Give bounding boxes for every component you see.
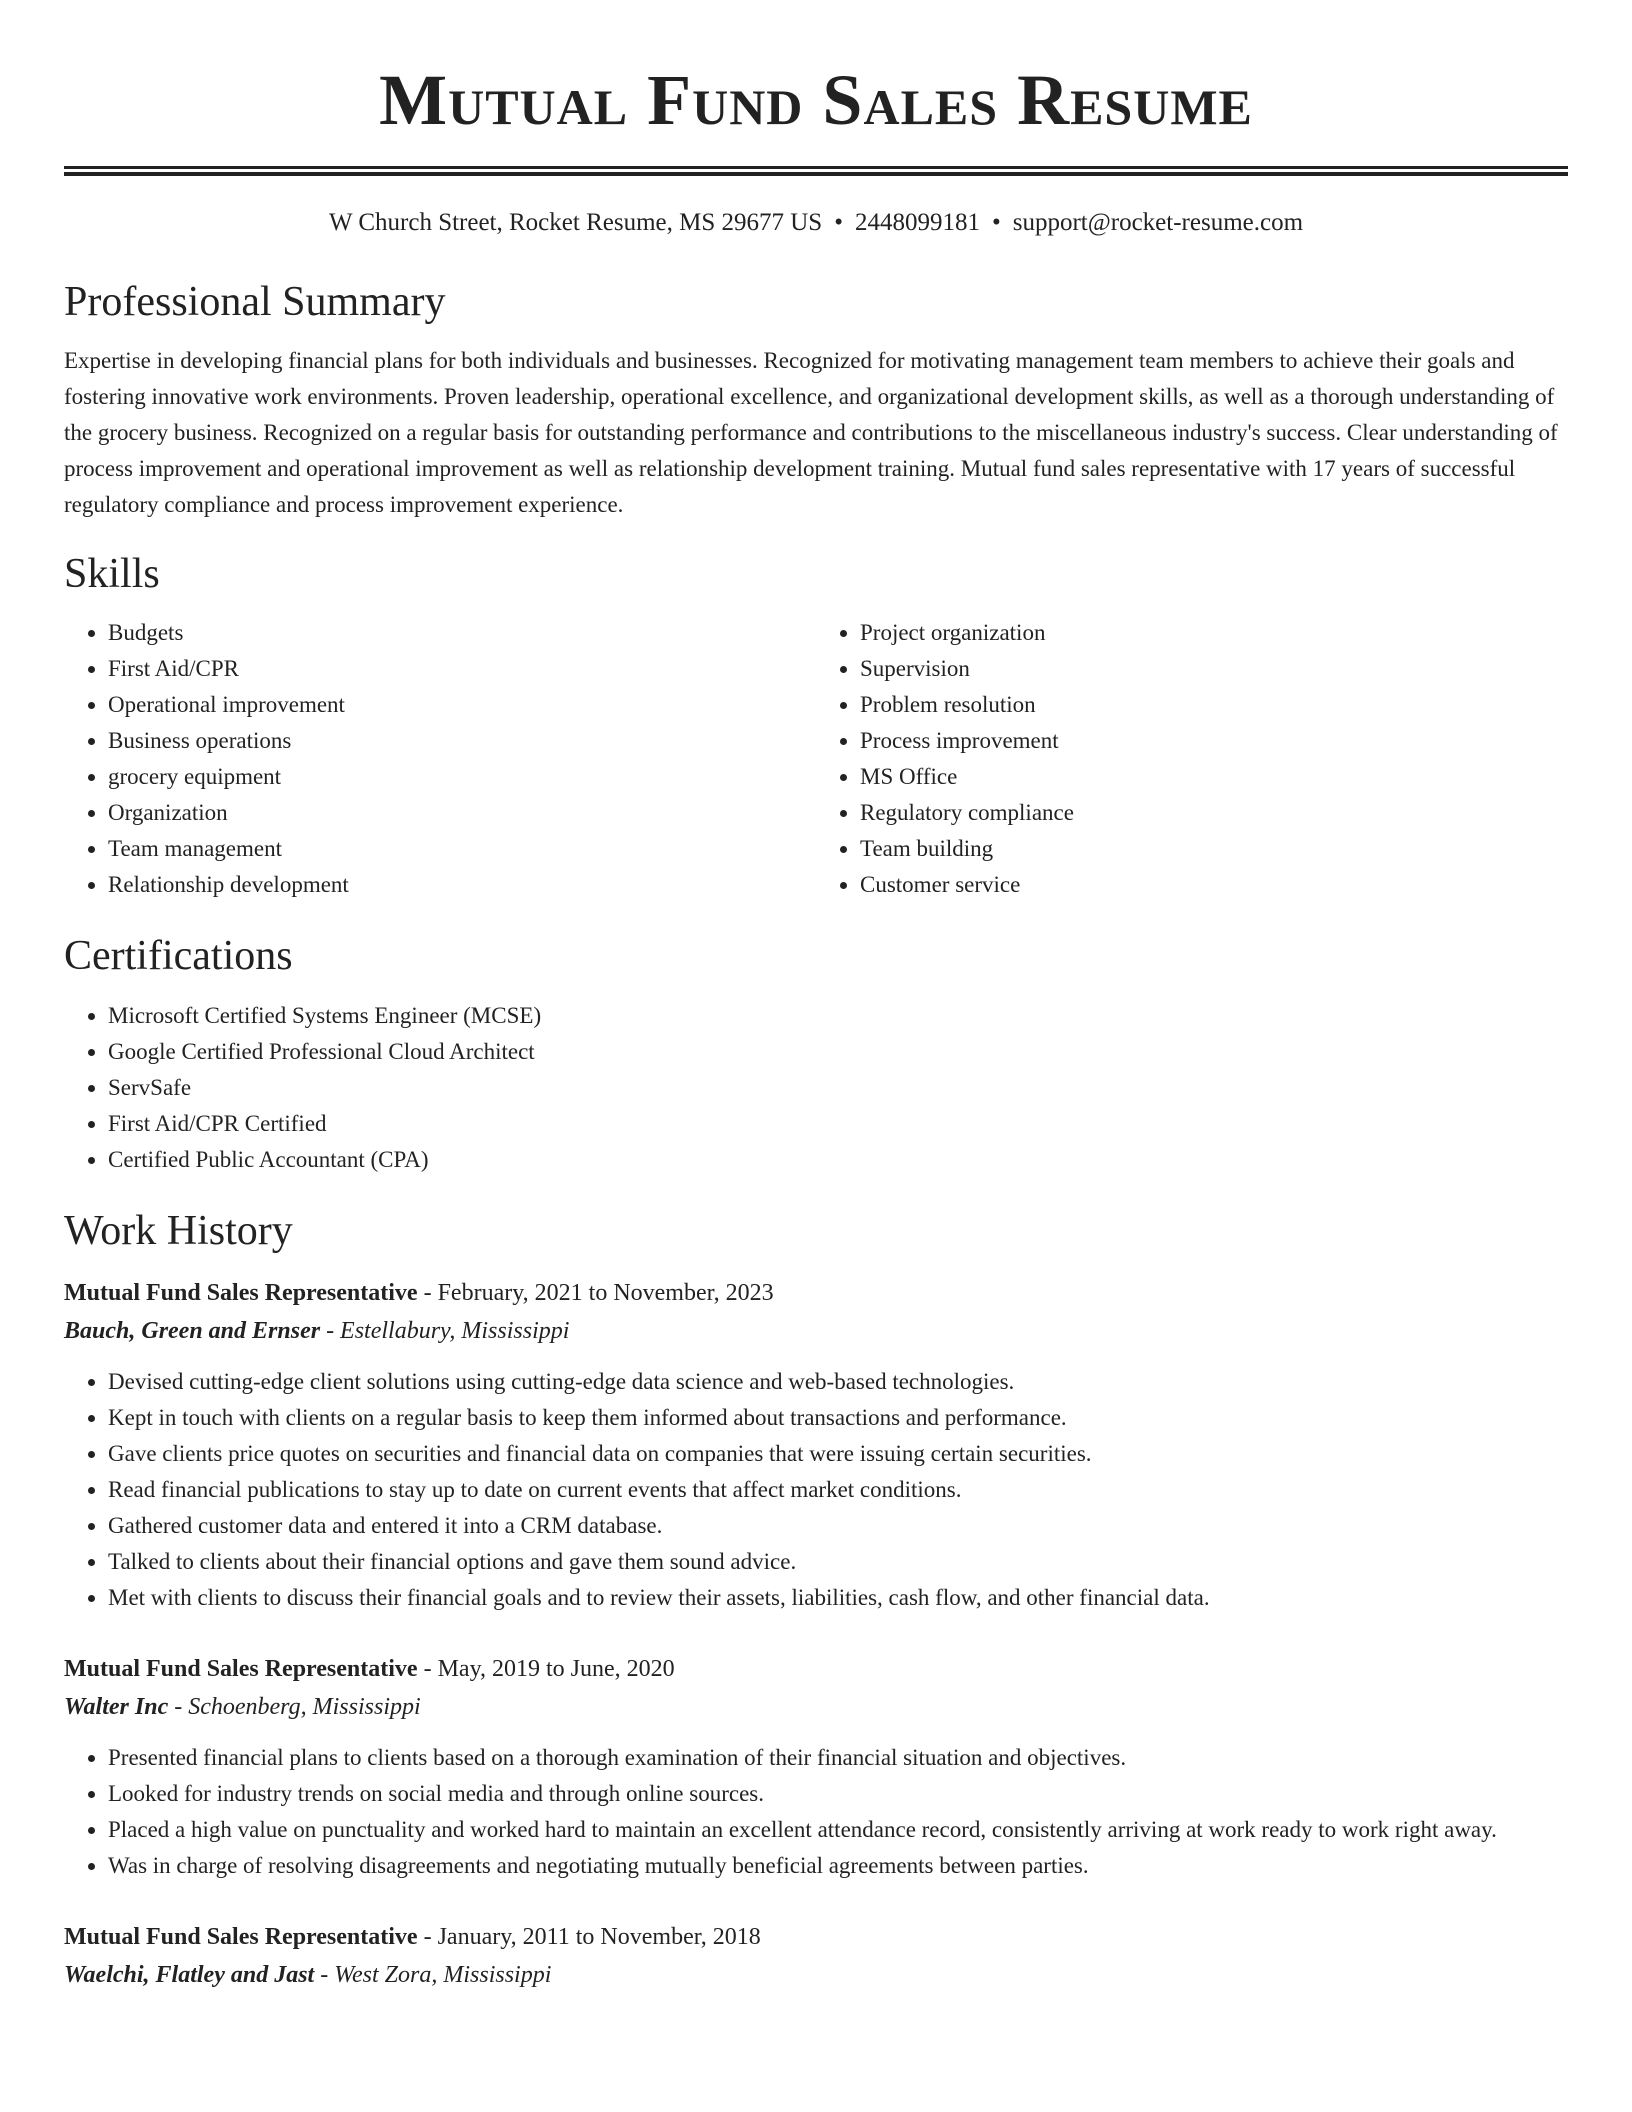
job-company: Walter Inc	[64, 1693, 169, 1720]
job-location: - Estellabury, Mississippi	[320, 1317, 570, 1344]
job-bullet: • Kept in touch with clients on a regular basis to keep them informed about transactions and performance.	[108, 1400, 1568, 1436]
job-bullet: • Devised cutting-edge client solutions using cutting-edge data science and web-based technologies.	[108, 1364, 1568, 1400]
certifications-list	[64, 998, 1568, 1178]
job-company: Waelchi, Flatley and Jast	[64, 1961, 315, 1988]
skills-list-left	[64, 615, 816, 903]
job-dates: - May, 2019 to June, 2020	[417, 1655, 675, 1682]
contact-separator: •	[834, 209, 843, 236]
skill-item: • Team management	[108, 831, 816, 867]
job-entry	[64, 1918, 1568, 1994]
skills-columns	[64, 615, 1568, 903]
job-bullet: • Talked to clients about their financial options and gave them sound advice.	[108, 1544, 1568, 1580]
job-bullets	[64, 1364, 1568, 1616]
job-entry	[64, 1274, 1568, 1616]
summary-text: Expertise in developing financial plans for both individuals and businesses. Recognized for motivating management team members to achieve their goals and fostering innovative work environments. Proven leadership, operational excellence, and organizational development skills, as well as a thorough understanding of the grocery business. Recognized on a regular basis for outstanding performance and contributions to the miscellaneous industry's success. Clear understanding of process improvement and operational improvement as well as relationship development training. Mutual fund sales representative with 17 years of successful regulatory compliance and process improvement experience.	[64, 348, 1558, 518]
job-entry	[64, 1650, 1568, 1884]
resume-title: Mutual Fund Sales Resume	[379, 60, 1253, 140]
job-title: Mutual Fund Sales Representative	[64, 1655, 418, 1682]
certification-item: • First Aid/CPR Certified	[108, 1106, 1568, 1142]
job-bullet: • Placed a high value on punctuality and worked hard to maintain an excellent attendance record, consistently arriving at work ready to work right away.	[108, 1812, 1568, 1848]
job-title-line	[64, 1650, 1568, 1688]
certifications-heading: Certifications	[64, 933, 293, 980]
skill-item: • Team building	[860, 831, 1568, 867]
work-history-heading: Work History	[64, 1207, 293, 1254]
skill-item: • Project organization	[860, 615, 1568, 651]
skill-item: • Relationship development	[108, 867, 816, 903]
job-title-line	[64, 1918, 1568, 1956]
summary-heading: Professional Summary	[64, 279, 446, 325]
contact-address: W Church Street, Rocket Resume, MS 29677 US	[328, 209, 823, 236]
job-location: - Schoenberg, Mississippi	[168, 1693, 421, 1720]
title-divider	[64, 166, 1568, 176]
contact-separator: •	[991, 209, 1001, 236]
skill-item: • Supervision	[860, 651, 1568, 687]
job-bullet: • Met with clients to discuss their financial goals and to review their assets, liabilities, cash flow, and other financial data.	[108, 1580, 1568, 1616]
certification-item: • Microsoft Certified Systems Engineer (MCSE)	[108, 998, 1568, 1034]
skill-item: • Operational improvement	[108, 687, 816, 723]
certification-item: • Certified Public Accountant (CPA)	[108, 1142, 1568, 1178]
certification-item: • Google Certified Professional Cloud Architect	[108, 1034, 1568, 1070]
job-dates: - January, 2011 to November, 2018	[417, 1923, 761, 1950]
job-bullet: • Gathered customer data and entered it into a CRM database.	[108, 1508, 1568, 1544]
contact-line	[64, 210, 1568, 235]
skill-item: • grocery equipment	[108, 759, 816, 795]
contact-email: support@rocket-resume.com	[1012, 209, 1304, 236]
skills-heading: Skills	[64, 551, 160, 598]
skill-item: • MS Office	[860, 759, 1568, 795]
skill-item: • Process improvement	[860, 723, 1568, 759]
skill-item: • Budgets	[108, 615, 816, 651]
job-bullet: • Read financial publications to stay up to date on current events that affect market conditions.	[108, 1472, 1568, 1508]
contact-phone: 2448099181	[854, 209, 980, 236]
job-location: - West Zora, Mississippi	[314, 1961, 552, 1988]
certification-item: • ServSafe	[108, 1070, 1568, 1106]
job-company-line	[64, 1956, 1568, 1994]
skill-item: • Organization	[108, 795, 816, 831]
job-company: Bauch, Green and Ernser	[64, 1317, 321, 1344]
job-dates: - February, 2021 to November, 2023	[417, 1279, 774, 1306]
job-bullet: • Looked for industry trends on social media and through online sources.	[108, 1776, 1568, 1812]
job-bullet: • Presented financial plans to clients based on a thorough examination of their financial situation and objectives.	[108, 1740, 1568, 1776]
skill-item: • First Aid/CPR	[108, 651, 816, 687]
job-company-line	[64, 1688, 1568, 1726]
job-bullets	[64, 1740, 1568, 1884]
skills-list-right	[816, 615, 1568, 903]
skill-item: • Customer service	[860, 867, 1568, 903]
job-title: Mutual Fund Sales Representative	[64, 1923, 418, 1950]
skill-item: • Regulatory compliance	[860, 795, 1568, 831]
job-title-line	[64, 1274, 1568, 1312]
skill-item: • Business operations	[108, 723, 816, 759]
job-bullet: • Gave clients price quotes on securities and financial data on companies that were issuing certain securities.	[108, 1436, 1568, 1472]
job-company-line	[64, 1312, 1568, 1350]
skill-item: • Problem resolution	[860, 687, 1568, 723]
job-bullet: • Was in charge of resolving disagreements and negotiating mutually beneficial agreements between parties.	[108, 1848, 1568, 1884]
job-title: Mutual Fund Sales Representative	[64, 1279, 418, 1306]
